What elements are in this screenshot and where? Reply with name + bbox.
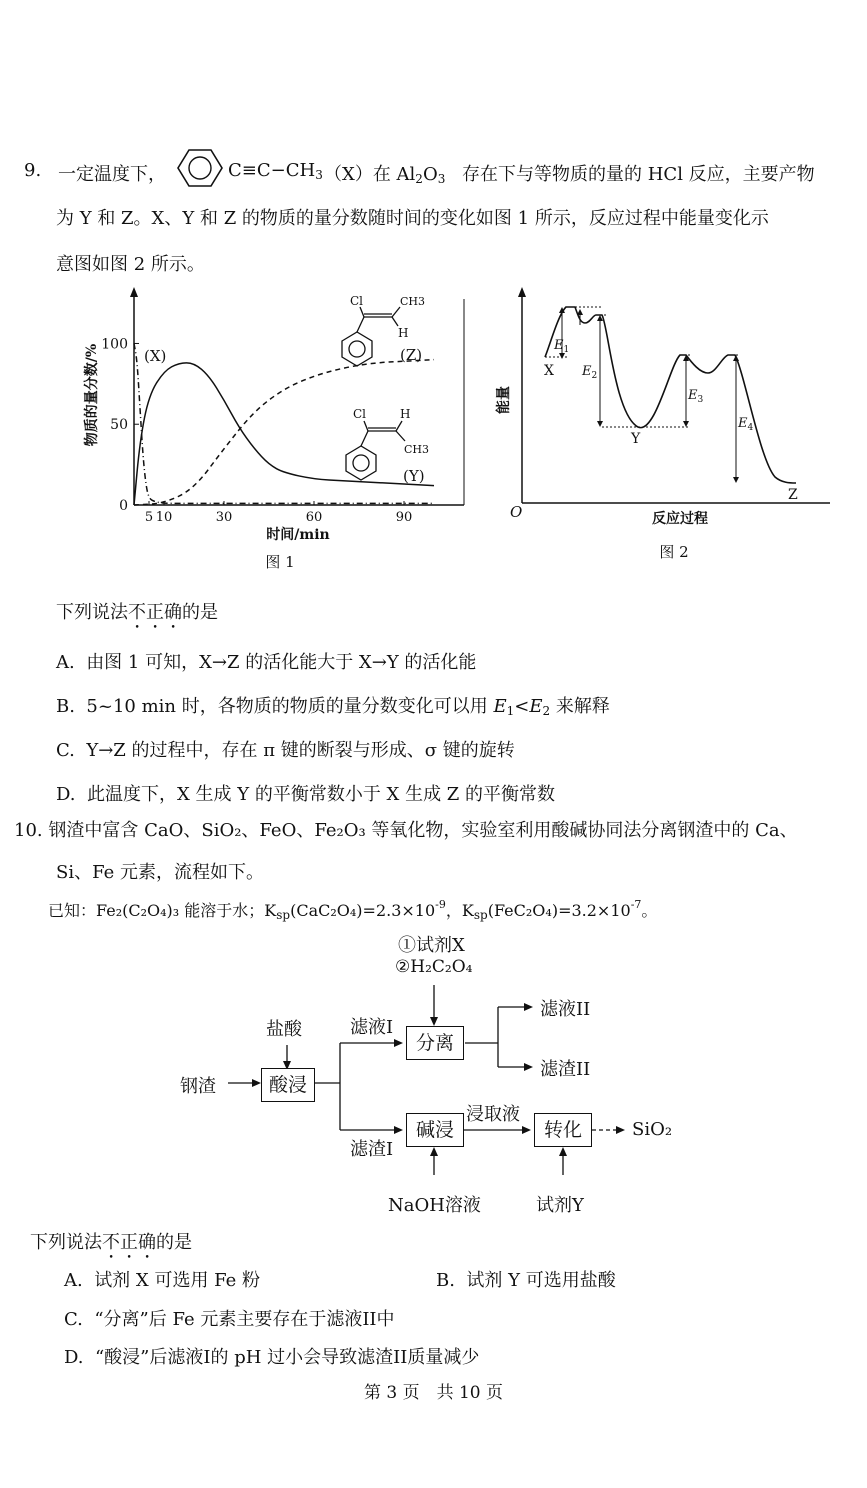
q9-alkyne: $C\equiv C-CH_3$ xyxy=(228,160,323,182)
q10-option-a: A. 试剂 X 可选用 Fe 粉 xyxy=(64,1270,261,1291)
q9-option-d: D. 此温度下，X 生成 Y 的平衡常数小于 X 生成 Z 的平衡常数 xyxy=(56,784,556,805)
fig2-caption: 图 2 xyxy=(659,543,689,561)
q10-option-c: C. “分离”后 Fe 元素主要存在于滤液II中 xyxy=(64,1309,395,1330)
q9-option-b: B. 5~10 min 时，各物质的物质的量分数变化可以用 $E_1<E_2$ 来解释 xyxy=(56,696,610,718)
structure-y-icon xyxy=(346,421,405,480)
flow-box-convert: 转化 xyxy=(534,1113,592,1147)
fig1-label-x: (X) xyxy=(144,347,167,365)
q10-option-b: B. 试剂 Y 可选用盐酸 xyxy=(436,1270,616,1291)
page-footer: 第 3 页 共 10 页 xyxy=(363,1383,504,1403)
structure-z-icon xyxy=(342,307,400,366)
fig1-xtick-label: 90 xyxy=(395,510,413,525)
fig2-label-e2: $E_2$ xyxy=(582,364,598,381)
fig1-xtick-label: 60 xyxy=(305,510,323,525)
fig2-label-z: Z xyxy=(788,487,798,503)
fig2-label-e1: $E_1$ xyxy=(554,338,570,355)
structure-y-h: H xyxy=(400,407,411,421)
fig1-xlabel: 时间/min xyxy=(266,527,330,543)
flow-naoh: NaOH溶液 xyxy=(388,1195,481,1216)
fig1-caption: 图 1 xyxy=(265,553,295,571)
fig2-label-x: X xyxy=(544,363,554,379)
q9-question: 下列说法不正确的是 xyxy=(56,602,218,623)
flow-filtrate-2: 滤液II xyxy=(540,999,591,1020)
fig2-label-e4: $E_4$ xyxy=(738,416,754,433)
q10-option-d: D. “酸浸”后滤液I的 pH 过小会导致滤渣II质量减少 xyxy=(64,1347,480,1368)
flow-residue-1: 滤渣I xyxy=(350,1139,394,1160)
flow-sio2: SiO₂ xyxy=(632,1119,673,1140)
flowchart xyxy=(0,925,867,1225)
structure-z-cl: Cl xyxy=(350,294,364,308)
fig1-series-y xyxy=(134,363,434,505)
fig1-xtick-label: 10 xyxy=(155,510,173,525)
q9-intro-a: 一定温度下， xyxy=(58,164,166,185)
q9-line3: 意图如图 2 所示。 xyxy=(56,254,205,275)
fig2-energy-curve xyxy=(545,307,796,483)
flow-leachate: 浸取液 xyxy=(466,1104,520,1125)
q10-question: 下列说法不正确的是 xyxy=(30,1232,192,1253)
flow-reagent-x: ①试剂X xyxy=(398,935,465,956)
fig2-label-y: Y xyxy=(631,431,641,447)
q9-number: 9. xyxy=(24,160,42,181)
fig1-xtick-label: 30 xyxy=(215,510,233,525)
q10-known: 已知：Fe₂(C₂O₄)₃ 能溶于水；$K_{sp}(CaC_2O_4)=2.3\times 10^{-9}$，$K_{sp}(FeC_2O_4)=3.2\times 10^{-7}$。 xyxy=(48,898,658,922)
figure-1-chart xyxy=(80,285,470,575)
fig1-label-z: (Z) xyxy=(400,346,423,364)
flow-hcl: 盐酸 xyxy=(266,1019,302,1040)
q9-intro-d: 存在下与等物质的量的 HCl 反应，主要产物 xyxy=(462,164,815,185)
q9-option-a: A. 由图 1 可知，X→Z 的活化能大于 X→Y 的活化能 xyxy=(56,652,477,673)
fig2-origin: O xyxy=(510,503,523,521)
fig1-y-arrow xyxy=(130,287,138,297)
q10-line1: 10. 钢渣中富含 CaO、SiO₂、FeO、Fe₂O₃ 等氧化物，实验室利用酸碱协同法分离钢渣中的 Ca、 xyxy=(14,820,798,841)
fig1-ytick-label: 100 xyxy=(101,336,128,353)
flow-box-alkali-leach: 碱浸 xyxy=(406,1113,464,1147)
q9-option-c: C. Y→Z 的过程中，存在 π 键的断裂与形成、σ 键的旋转 xyxy=(56,740,515,761)
flow-h2c2o4: ②H₂C₂O₄ xyxy=(395,957,473,977)
structure-z-ch3: CH3 xyxy=(400,295,426,308)
q9-line2: 为 Y 和 Z。X、Y 和 Z 的物质的量分数随时间的变化如图 1 所示，反应过程中能量变化示 xyxy=(56,208,769,229)
flow-box-separate: 分离 xyxy=(406,1026,464,1060)
fig1-xtick-label: 5 xyxy=(144,510,154,525)
fig2-label-e3: $E_3$ xyxy=(688,388,704,405)
q10-line2: Si、Fe 元素，流程如下。 xyxy=(56,862,264,883)
flow-filtrate-1: 滤液I xyxy=(350,1017,394,1038)
structure-y-ch3: CH3 xyxy=(404,443,430,456)
fig1-ytick-label: 0 xyxy=(119,498,128,514)
fig1-label-y: (Y) xyxy=(403,467,425,485)
structure-z-h: H xyxy=(398,326,409,340)
flow-slag: 钢渣 xyxy=(180,1076,216,1097)
fig1-ylabel: 物质的量分数/% xyxy=(84,343,100,447)
flow-box-acid-leach: 酸浸 xyxy=(261,1068,315,1102)
flow-reagent-y: 试剂Y xyxy=(536,1195,584,1216)
fig2-ylabel: 能量 xyxy=(496,386,512,414)
flow-residue-2: 滤渣II xyxy=(540,1059,591,1080)
q9-intro-c: （X）在 $Al_2O_3$ xyxy=(324,164,446,186)
fig1-axes xyxy=(101,287,464,525)
fig2-xlabel: 反应过程 xyxy=(652,511,708,527)
figure-2-energy-diagram xyxy=(490,285,850,570)
benzene-ring-icon xyxy=(176,146,226,190)
fig1-plot xyxy=(134,343,434,505)
fig1-ytick-label: 50 xyxy=(110,417,128,434)
fig1-series-x xyxy=(134,343,434,503)
structure-y-cl: Cl xyxy=(353,407,367,421)
